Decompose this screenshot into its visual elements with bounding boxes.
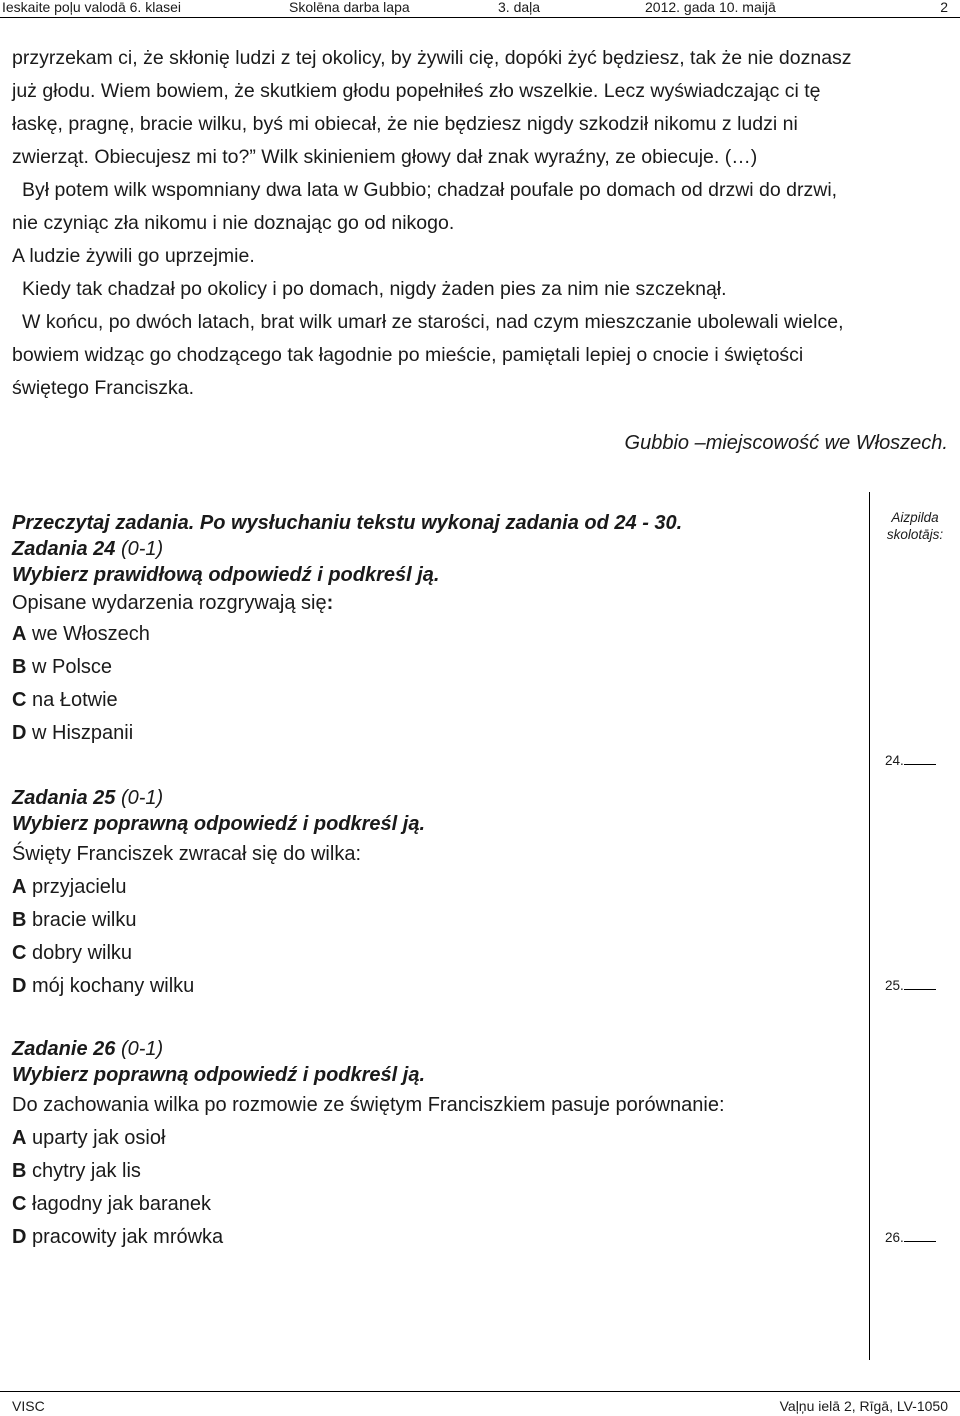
footer-right: Vaļņu ielā 2, Rīgā, LV-1050 [779, 1398, 948, 1414]
task-instruction: Wybierz prawidłową odpowiedź i podkreśl ją. [12, 564, 440, 586]
option-letter: B [12, 1160, 27, 1182]
task-question-text: Opisane wydarzenia rozgrywają się [12, 592, 327, 614]
option-text: w Polsce [32, 656, 113, 678]
answer-option-b[interactable] [12, 651, 862, 684]
task-title-text: Zadania 24 [12, 538, 116, 560]
page-number: 2 [940, 0, 948, 15]
task-instruction: Wybierz poprawną odpowiedź i podkreśl ją. [12, 813, 426, 835]
task-points: (0-1) [120, 1038, 164, 1060]
task-title [12, 1036, 862, 1062]
option-text: łagodny jak baranek [32, 1193, 212, 1215]
task-instruction: Wybierz poprawną odpowiedź i podkreśl ją. [12, 1064, 426, 1086]
header-date: 2012. gada 10. maijā [645, 0, 776, 15]
option-text: uparty jak osioł [32, 1127, 166, 1149]
option-text: pracowity jak mrówka [32, 1226, 224, 1248]
score-blank[interactable] [904, 752, 936, 765]
task-title-text: Zadanie 26 [12, 1038, 116, 1060]
task-points: (0-1) [120, 538, 164, 560]
answer-option-d[interactable] [12, 970, 862, 1003]
score-blank[interactable] [904, 1229, 936, 1242]
score-field-25[interactable] [885, 977, 936, 993]
task-question-suffix: : [326, 592, 334, 614]
option-text: w Hiszpanii [32, 722, 134, 744]
header-part: 3. daļa [498, 0, 541, 15]
reading-passage [12, 42, 950, 405]
score-blank[interactable] [904, 977, 936, 990]
option-text: na Łotwie [32, 689, 118, 711]
page-header [0, 0, 960, 18]
teacher-heading-line: skolotājs: [886, 527, 944, 542]
answer-option-c[interactable] [12, 684, 862, 717]
header-doc-type: Skolēna darba lapa [289, 0, 410, 15]
option-text: bracie wilku [32, 909, 137, 931]
score-field-24[interactable] [885, 752, 936, 768]
passage-line: łaskę, pragnę, bracie wilku, byś mi obiecał, że nie będziesz nigdy szkodził nikomu z ludzi ni [12, 113, 798, 135]
answer-option-c[interactable] [12, 937, 862, 970]
teacher-heading-line: Aizpilda [891, 510, 939, 525]
task-26 [12, 1036, 862, 1254]
answer-option-a[interactable] [12, 1122, 862, 1155]
score-label: 24. [885, 753, 904, 768]
passage-line: Kiedy tak chadzał po okolicy i po domach, nigdy żaden pies za nim nie szczeknął. [22, 278, 727, 300]
option-text: mój kochany wilku [32, 975, 195, 997]
footer-left: VISC [12, 1398, 45, 1414]
answer-option-c[interactable] [12, 1188, 862, 1221]
passage-line: A ludzie żywili go uprzejmie. [12, 245, 255, 267]
passage-line: nie czyniąc zła nikomu i nie doznając go od nikogo. [12, 212, 455, 234]
passage-line: W końcu, po dwóch latach, brat wilk umarł ze starości, nad czym mieszczanie ubolewali wielce, [22, 311, 844, 333]
answer-option-b[interactable] [12, 1155, 862, 1188]
passage-line: bowiem widząc go chodzącego tak łagodnie po mieście, pamiętali lepiej o cnocie i świętości [12, 344, 804, 366]
answer-option-b[interactable] [12, 904, 862, 937]
score-label: 26. [885, 1230, 904, 1245]
option-letter: C [12, 942, 27, 964]
task-question: Do zachowania wilka po rozmowie ze świętym Franciszkiem pasuje porównanie: [12, 1094, 725, 1116]
task-question: Święty Franciszek zwracał się do wilka: [12, 843, 361, 865]
answer-option-a[interactable] [12, 871, 862, 904]
task-points: (0-1) [120, 787, 164, 809]
score-label: 25. [885, 978, 904, 993]
option-text: chytry jak lis [32, 1160, 141, 1182]
option-letter: B [12, 909, 27, 931]
teacher-column-divider [869, 492, 870, 1360]
task-title [12, 785, 862, 811]
passage-line: świętego Franciszka. [12, 377, 195, 399]
option-letter: D [12, 975, 27, 997]
score-field-26[interactable] [885, 1229, 936, 1245]
option-letter: C [12, 689, 27, 711]
option-letter: D [12, 722, 27, 744]
task-title-text: Zadania 25 [12, 787, 116, 809]
task-24 [12, 510, 862, 750]
option-letter: A [12, 1127, 27, 1149]
option-text: dobry wilku [32, 942, 133, 964]
option-letter: A [12, 623, 27, 645]
passage-line: zwierząt. Obiecujesz mi to?” Wilk skinieniem głowy dał znak wyraźny, ze obiecuje. (…) [12, 146, 758, 168]
passage-line: Był potem wilk wspomniany dwa lata w Gubbio; chadzał poufale po domach od drzwi do drzwi, [22, 179, 838, 201]
option-letter: D [12, 1226, 27, 1248]
answer-option-a[interactable] [12, 618, 862, 651]
passage-line: przyrzekam ci, że skłonię ludzi z tej okolicy, by żywili cię, dopóki żyć będziesz, tak że nie doznasz [12, 47, 852, 69]
option-text: przyjacielu [32, 876, 127, 898]
option-letter: A [12, 876, 27, 898]
answer-option-d[interactable] [12, 717, 862, 750]
option-letter: B [12, 656, 27, 678]
instructions: Przeczytaj zadania. Po wysłuchaniu tekstu wykonaj zadania od 24 - 30. [12, 512, 683, 534]
task-question [12, 588, 862, 618]
teacher-column-heading [870, 509, 960, 543]
header-subject: Ieskaite poļu valodā 6. klasei [2, 0, 181, 15]
task-25 [12, 785, 862, 1003]
answer-option-d[interactable] [12, 1221, 862, 1254]
task-title [12, 536, 862, 562]
source-note: Gubbio –miejscowość we Włoszech. [624, 432, 948, 454]
option-letter: C [12, 1193, 27, 1215]
option-text: we Włoszech [32, 623, 150, 645]
passage-line: już głodu. Wiem bowiem, że skutkiem głodu popełniłeś zło wszelkie. Lecz wyświadczając ci tę [12, 80, 821, 102]
page-footer [0, 1391, 960, 1416]
